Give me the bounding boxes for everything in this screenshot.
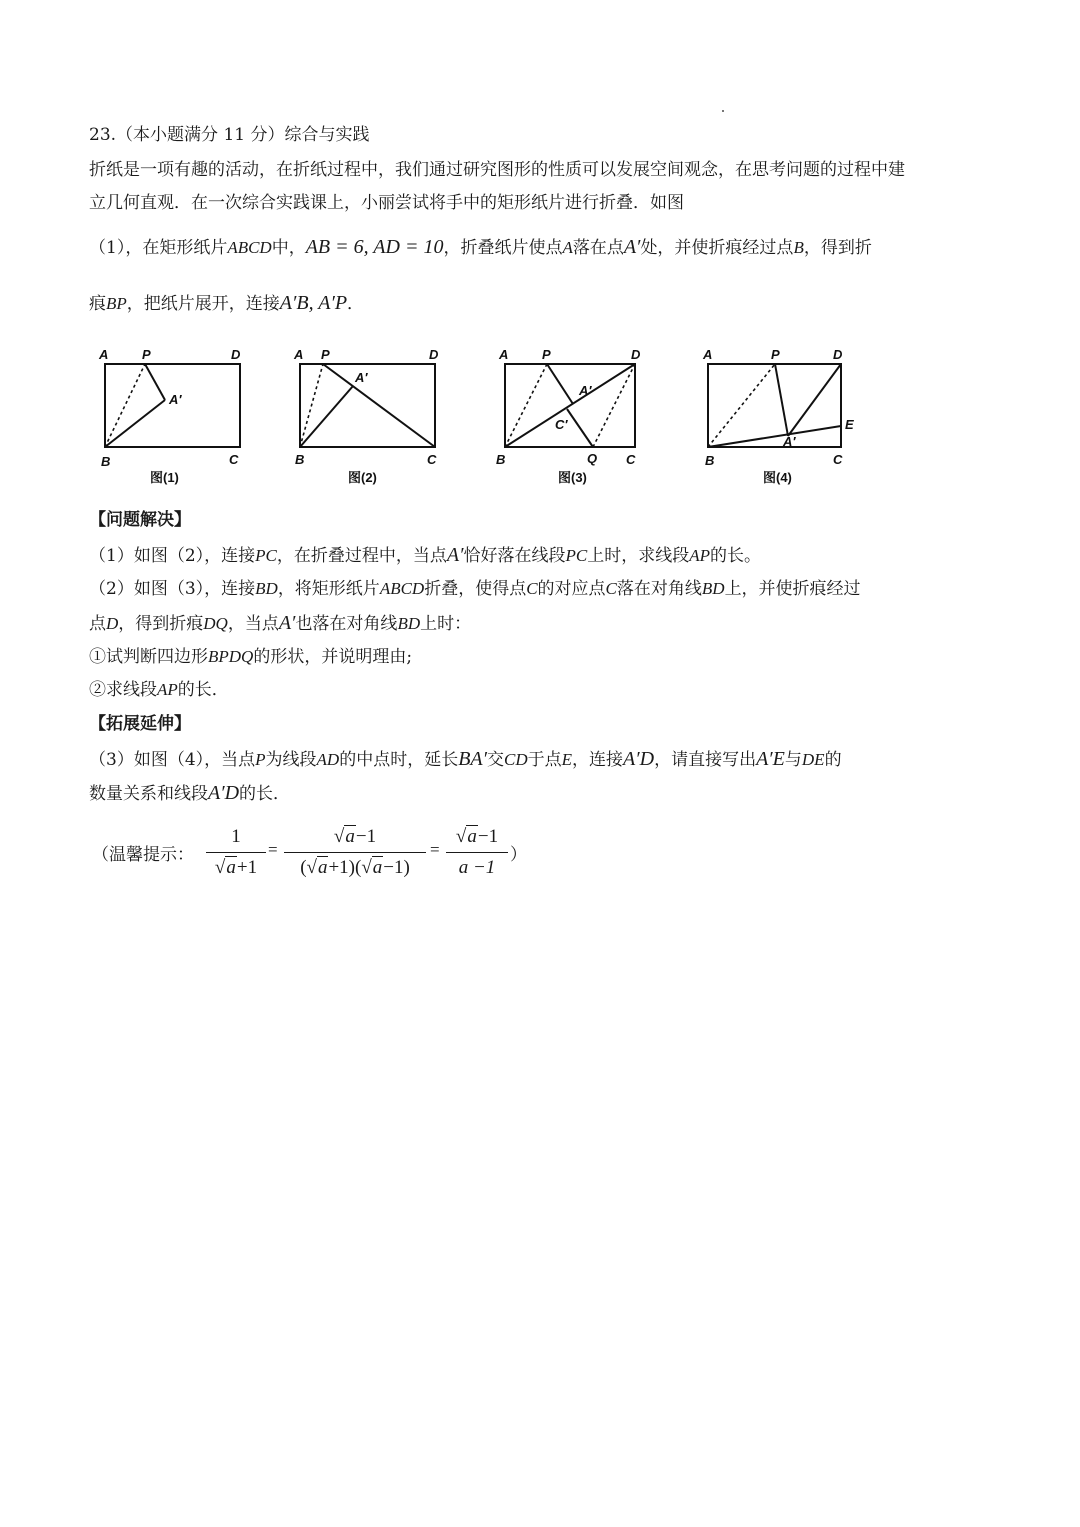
fig2-PC <box>323 364 435 447</box>
text: 的长． <box>239 784 291 804</box>
text: ，把纸片展开，连接 <box>126 294 280 314</box>
f1-numerator: 1 <box>231 826 241 847</box>
text: 落在点 <box>572 238 624 258</box>
text: ，当点 <box>227 614 279 634</box>
text: 上时，求线段 <box>587 546 690 566</box>
fig2-label-A: A <box>294 347 304 362</box>
question-2-line-1 <box>89 578 861 600</box>
text: （1）如图（2），连接 <box>89 546 256 566</box>
fig1-label-D: D <box>231 347 241 362</box>
hint-eq-2: = <box>430 840 440 859</box>
hint-eq-1: = <box>268 840 278 859</box>
text: +1)( <box>328 857 362 878</box>
fig4-label-E: E <box>845 417 854 432</box>
text: ，得到折 <box>803 238 872 258</box>
text: ． <box>347 294 365 314</box>
var: A′ <box>446 544 464 566</box>
var: C <box>526 579 538 598</box>
var: B <box>793 238 804 257</box>
fig4-BE <box>708 426 841 447</box>
text: 的长． <box>177 680 229 700</box>
var: ABCD <box>379 579 425 598</box>
radicand: a <box>372 857 383 878</box>
fig4-label-C: C <box>833 452 843 467</box>
var: CD <box>504 750 528 769</box>
math-expr: AB = 6, AD = 10 <box>305 236 444 258</box>
var: D <box>106 614 119 633</box>
text: 恰好落在线段 <box>463 546 566 566</box>
fig3-BD <box>505 364 635 447</box>
var: DE <box>801 750 825 769</box>
text: −1 <box>477 826 499 847</box>
fig1-caption: 图(1) <box>150 470 179 485</box>
var: BP <box>106 294 127 313</box>
var: AP <box>689 546 710 565</box>
setup-line-2 <box>89 292 364 315</box>
f3-bar <box>446 852 508 853</box>
text: 点 <box>89 614 106 634</box>
text: 于点 <box>527 750 562 770</box>
fig1-label-A: A <box>99 347 109 362</box>
text: +1 <box>236 857 258 878</box>
f2-bar <box>284 852 426 853</box>
f2-denominator: (√a+1)(√a−1) <box>300 857 410 878</box>
radicand: a <box>345 826 355 847</box>
var: A′D <box>623 748 655 770</box>
fig4-BP-crease <box>708 364 775 447</box>
text: 的中点时，延长 <box>339 750 459 770</box>
fig4-label-A: A <box>703 347 713 362</box>
fig4-label-Ap: A′ <box>783 434 796 449</box>
var: ABCD <box>227 238 272 257</box>
text: ①试判断四边形 <box>89 647 208 667</box>
text: ，将矩形纸片 <box>277 579 380 599</box>
text: 落在对角线 <box>616 579 702 599</box>
var: E <box>561 750 573 769</box>
fig4-rect <box>708 364 841 447</box>
var: PC <box>565 546 588 565</box>
text: 的对应点 <box>537 579 606 599</box>
text: （2）如图（3），连接 <box>89 579 256 599</box>
fig3-label-C: C <box>626 452 636 467</box>
var: DQ <box>203 614 228 633</box>
sub-question-1 <box>89 646 412 668</box>
text: 上时： <box>420 614 472 634</box>
fig3-PAp <box>547 364 573 404</box>
var: A′E <box>756 748 785 770</box>
var: PC <box>255 546 277 565</box>
fig2-label-B: B <box>295 452 305 467</box>
text: 折叠，使得点 <box>424 579 527 599</box>
fig3-label-D: D <box>631 347 641 362</box>
hint-fraction-2 <box>284 826 426 884</box>
stray-dot <box>722 110 724 112</box>
var: BD <box>397 614 421 633</box>
intro-line-2: 立几何直观．在一次综合实践课上，小丽尝试将手中的矩形纸片进行折叠．如图 <box>89 193 684 213</box>
text: （1），在矩形纸片 <box>89 238 228 258</box>
text: −1) <box>383 857 410 878</box>
fig1-BP-crease <box>105 364 145 447</box>
problem-header: 23.（本小题满分 11 分）综合与实践 <box>89 125 370 145</box>
var: A′D <box>208 782 240 804</box>
text: 上，并使折痕经过 <box>724 579 861 599</box>
fig1-label-B: B <box>101 454 111 469</box>
text: −1 <box>355 826 377 847</box>
text: 中， <box>271 238 306 258</box>
question-3-line-2 <box>89 782 290 805</box>
var: P <box>255 750 266 769</box>
text: 交 <box>487 750 505 770</box>
section-problem-solving-title: 【问题解决】 <box>89 510 191 530</box>
text: ，折叠纸片使点 <box>443 238 563 258</box>
var: BPDQ <box>208 647 254 666</box>
fig2-label-C: C <box>427 452 437 467</box>
f2-numerator: √a−1 <box>333 826 377 847</box>
text: 与 <box>784 750 802 770</box>
setup-line-1 <box>89 236 872 259</box>
figure-strip <box>95 342 875 492</box>
text: ②求线段 <box>89 680 157 700</box>
text: 痕 <box>89 294 106 314</box>
var: AP <box>157 680 178 699</box>
fig2-label-D: D <box>429 347 439 362</box>
fig1-ApP <box>145 364 165 400</box>
fig4-label-B: B <box>705 453 715 468</box>
fig2-caption: 图(2) <box>348 470 377 485</box>
fig3-label-A: A <box>499 347 509 362</box>
intro-line-1: 折纸是一项有趣的活动，在折纸过程中，我们通过研究图形的性质可以发展空间观念，在思考问题的过程中建 <box>89 160 905 180</box>
hint-prefix: （温馨提示： <box>92 845 194 864</box>
text: 的长。 <box>709 546 761 566</box>
fig4-caption: 图(4) <box>763 470 792 485</box>
f1-denominator: √a+1 <box>214 857 258 878</box>
var: BD <box>701 579 725 598</box>
var: A <box>562 238 573 257</box>
math-expr: A′B, A′P <box>279 292 348 314</box>
fig4-label-P: P <box>771 347 780 362</box>
fig3-label-Cp: C′ <box>555 417 568 432</box>
text: ( <box>300 857 307 878</box>
text: 也落在对角线 <box>295 614 398 634</box>
text: ，请直接写出 <box>654 750 757 770</box>
var: BA′ <box>458 748 488 770</box>
sub-question-2 <box>89 679 229 701</box>
radicand: a <box>317 857 328 878</box>
fig1-label-P: P <box>142 347 151 362</box>
question-2-line-2 <box>89 612 471 635</box>
text: 数量关系和线段 <box>89 784 208 804</box>
hint-fraction-3 <box>446 826 508 884</box>
fig1-label-Ap: A′ <box>169 392 182 407</box>
text: ，得到折痕 <box>118 614 204 634</box>
text: 的形状，并说明理由; <box>253 647 413 667</box>
fig3-caption: 图(3) <box>558 470 587 485</box>
section-extension-title: 【拓展延伸】 <box>89 714 191 734</box>
f3-denominator: a −1 <box>458 857 496 878</box>
fig3-label-Q: Q <box>587 451 598 466</box>
var: AD <box>316 750 340 769</box>
fig3-QCp <box>567 409 593 447</box>
radicand: a <box>467 826 477 847</box>
text: ，连接 <box>572 750 624 770</box>
text: 处，并使折痕经过点 <box>640 238 794 258</box>
var: A′ <box>278 612 296 634</box>
fig2-label-P: P <box>321 347 330 362</box>
hint-fraction-1 <box>206 826 266 884</box>
fig3-label-Ap: A′ <box>579 383 592 398</box>
radicand: a <box>226 857 236 878</box>
fig4-label-D: D <box>833 347 843 362</box>
var: C <box>605 579 617 598</box>
fig2-label-Ap: A′ <box>355 370 368 385</box>
text: ，在折叠过程中，当点 <box>276 546 447 566</box>
text: 为线段 <box>265 750 317 770</box>
fig1-BAp <box>105 400 165 447</box>
question-3-line-1 <box>89 748 842 771</box>
fig1-label-C: C <box>229 452 239 467</box>
text: 的 <box>824 750 842 770</box>
var: A′ <box>623 236 641 258</box>
var: BD <box>255 579 278 598</box>
fig3-label-B: B <box>496 452 506 467</box>
f3-numerator: √a−1 <box>455 826 499 847</box>
f1-bar <box>206 852 266 853</box>
fig4-ApD <box>788 364 841 436</box>
text: （3）如图（4），当点 <box>89 750 256 770</box>
fig4-PAp <box>775 364 788 436</box>
question-1 <box>89 544 761 567</box>
hint-suffix: ） <box>510 845 527 864</box>
fig3-label-P: P <box>542 347 551 362</box>
